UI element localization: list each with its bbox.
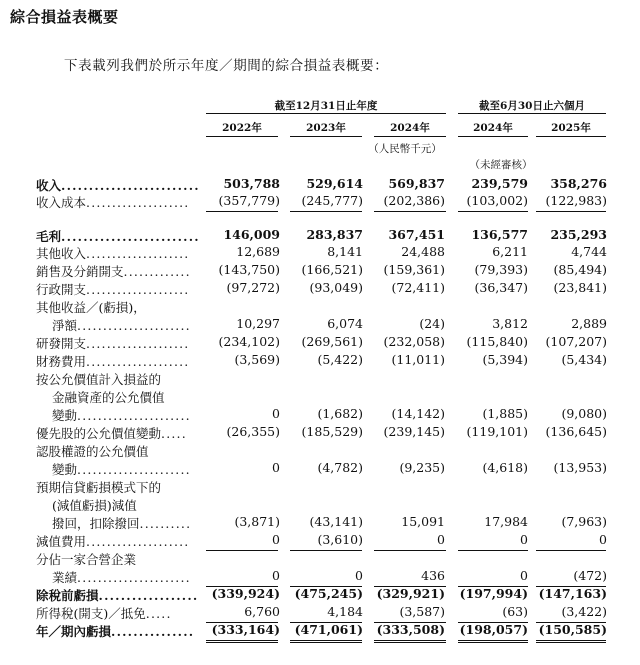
subtotal-rule xyxy=(206,586,278,587)
value-cell: 367,451 xyxy=(388,227,445,242)
total-double-rule xyxy=(290,640,362,643)
row-label-text: 變動 xyxy=(52,408,78,423)
value-cell: (119,101) xyxy=(466,424,528,439)
subtotal-rule xyxy=(374,622,446,623)
table-row xyxy=(0,568,640,586)
total-double-rule xyxy=(206,640,278,643)
value-cell: 0 xyxy=(599,532,607,547)
leader-dots: .......... xyxy=(139,516,192,531)
leader-dots: ...................... xyxy=(77,318,191,333)
group-header-annual-rule xyxy=(206,113,446,114)
table-row xyxy=(0,406,640,424)
row-label xyxy=(52,568,200,586)
leader-dots: ...................... xyxy=(77,408,191,423)
value-cell: (239,145) xyxy=(383,424,445,439)
table-row xyxy=(0,370,640,388)
value-cell: (7,963) xyxy=(561,514,607,529)
table-row xyxy=(0,532,640,550)
row-label xyxy=(36,176,200,194)
leader-dots: .................... xyxy=(86,354,190,369)
subtotal-rule xyxy=(536,622,606,623)
row-label xyxy=(36,622,200,640)
table-row xyxy=(0,334,640,352)
leader-dots: ............... xyxy=(111,624,195,639)
value-cell: 4,744 xyxy=(571,244,607,259)
leader-dots: .................... xyxy=(86,246,190,261)
row-label xyxy=(36,280,200,298)
value-cell: 12,689 xyxy=(236,244,280,259)
value-cell: 235,293 xyxy=(550,227,607,242)
table-row xyxy=(0,478,640,496)
value-cell: (122,983) xyxy=(545,193,607,208)
table-row xyxy=(0,388,640,406)
row-label-text: 撥回，扣除撥回 xyxy=(52,516,140,531)
year-rule xyxy=(536,136,606,137)
value-cell: 0 xyxy=(520,568,528,583)
value-cell: 3,812 xyxy=(492,316,528,331)
row-label xyxy=(36,334,200,352)
value-cell: (5,422) xyxy=(317,352,363,367)
table-row xyxy=(0,424,640,442)
row-label-text: 收入成本 xyxy=(36,195,87,210)
value-cell: (72,411) xyxy=(391,280,445,295)
total-double-rule xyxy=(458,640,528,643)
value-cell: (339,924) xyxy=(211,586,280,601)
subtotal-rule xyxy=(206,550,278,551)
row-label-text: 年／期內虧損 xyxy=(36,624,112,639)
value-cell: 15,091 xyxy=(401,514,445,529)
leader-dots: ...................... xyxy=(77,570,191,585)
value-cell: 8,141 xyxy=(327,244,363,259)
table-row xyxy=(0,352,640,370)
subtotal-rule xyxy=(290,622,362,623)
row-label-text: 預期信貸虧損模式下的 xyxy=(36,480,162,495)
group-header-interim: 截至6月30日止六個月 xyxy=(479,100,585,112)
value-cell: (79,393) xyxy=(474,262,528,277)
row-label-text: 業績 xyxy=(52,570,78,585)
value-cell: (150,585) xyxy=(538,622,607,637)
subtotal-rule xyxy=(458,211,528,212)
row-label xyxy=(52,496,137,514)
value-cell: (269,561) xyxy=(301,334,363,349)
value-cell: (3,871) xyxy=(234,514,280,529)
value-cell: (11,011) xyxy=(391,352,445,367)
year-rule xyxy=(374,136,446,137)
value-cell: (103,002) xyxy=(466,193,528,208)
value-cell: (136,645) xyxy=(545,424,607,439)
table-row xyxy=(0,244,640,262)
row-label xyxy=(52,316,200,334)
value-cell: (115,840) xyxy=(466,334,528,349)
value-cell: (1,682) xyxy=(317,406,363,421)
value-cell: 0 xyxy=(272,568,280,583)
year-2022: 2022年 xyxy=(222,122,262,134)
row-label-text: 所得稅(開支)／抵免 xyxy=(36,606,146,621)
table-row xyxy=(0,262,640,280)
value-cell: 6,760 xyxy=(244,604,280,619)
value-cell: (3,422) xyxy=(561,604,607,619)
year-2023: 2023年 xyxy=(306,122,346,134)
value-cell: (147,163) xyxy=(538,586,607,601)
value-cell: (26,355) xyxy=(226,424,280,439)
subtotal-rule xyxy=(536,586,606,587)
row-label xyxy=(52,388,165,406)
value-cell: (93,049) xyxy=(309,280,363,295)
value-cell: (166,521) xyxy=(301,262,363,277)
row-label xyxy=(36,352,200,370)
row-label-text: 金融資產的公允價值 xyxy=(52,390,165,405)
table-row xyxy=(0,280,640,298)
value-cell: 503,788 xyxy=(223,176,280,191)
subtotal-rule xyxy=(374,550,446,551)
leader-dots: .................... xyxy=(86,534,190,549)
value-cell: (107,207) xyxy=(545,334,607,349)
table-row xyxy=(0,227,640,245)
leader-dots: ..... xyxy=(145,606,172,621)
subtotal-rule xyxy=(290,586,362,587)
value-cell: (333,508) xyxy=(376,622,445,637)
group-header-interim-rule xyxy=(458,113,606,114)
table-row xyxy=(0,514,640,532)
leader-dots: ............. xyxy=(123,264,191,279)
value-cell: (5,434) xyxy=(561,352,607,367)
value-cell: 283,837 xyxy=(306,227,363,242)
table-row xyxy=(0,316,640,334)
value-cell: 136,577 xyxy=(471,227,528,242)
row-label xyxy=(36,604,200,622)
table-row xyxy=(0,550,640,568)
row-label-text: (減值虧損)減值 xyxy=(52,498,137,513)
leader-dots: .................. xyxy=(98,588,199,603)
row-label-text: 變動 xyxy=(52,462,78,477)
row-label xyxy=(36,262,200,280)
value-cell: 0 xyxy=(520,532,528,547)
row-label-text: 認股權證的公允價值 xyxy=(36,444,149,459)
row-label-text: 其他收益／(虧損)， xyxy=(36,300,146,315)
value-cell: 0 xyxy=(437,532,445,547)
total-double-rule xyxy=(374,640,446,643)
row-label xyxy=(52,460,200,478)
row-label xyxy=(36,244,200,262)
year-rule xyxy=(290,136,362,137)
year-2024: 2024年 xyxy=(390,122,430,134)
value-cell: (97,272) xyxy=(226,280,280,295)
year-rule xyxy=(206,136,278,137)
value-cell: 0 xyxy=(272,460,280,475)
value-cell: (9,080) xyxy=(561,406,607,421)
page-title: 綜合損益表概要 xyxy=(10,8,119,26)
subtotal-rule xyxy=(458,622,528,623)
value-cell: 239,579 xyxy=(471,176,528,191)
subtotal-rule xyxy=(290,211,362,212)
value-cell: 0 xyxy=(272,406,280,421)
row-label xyxy=(52,514,200,532)
row-label-text: 財務費用 xyxy=(36,354,87,369)
row-label-text: 銷售及分銷開支 xyxy=(36,264,124,279)
leader-dots: .................... xyxy=(86,195,190,210)
row-label-text: 淨額 xyxy=(52,318,78,333)
leader-dots: ..... xyxy=(161,426,187,441)
value-cell: (143,750) xyxy=(218,262,280,277)
value-cell: 4,184 xyxy=(327,604,363,619)
value-cell: (197,994) xyxy=(459,586,528,601)
leader-dots: ......................... xyxy=(61,178,200,193)
row-label-text: 其他收入 xyxy=(36,246,87,261)
value-cell: (329,921) xyxy=(376,586,445,601)
total-double-rule xyxy=(536,640,606,643)
row-label-text: 除稅前虧損 xyxy=(36,588,99,603)
value-cell: (245,777) xyxy=(301,193,363,208)
value-cell: 6,074 xyxy=(327,316,363,331)
unaudited-note: （未經審核） xyxy=(469,159,533,171)
row-label xyxy=(52,406,200,424)
value-cell: (3,569) xyxy=(234,352,280,367)
value-cell: (475,245) xyxy=(294,586,363,601)
row-label-text: 行政開支 xyxy=(36,282,87,297)
value-cell: 146,009 xyxy=(223,227,280,242)
value-cell: 529,614 xyxy=(306,176,363,191)
subtotal-rule xyxy=(458,550,528,551)
row-label xyxy=(36,370,161,388)
value-cell: (3,587) xyxy=(399,604,445,619)
value-cell: 0 xyxy=(355,568,363,583)
value-cell: (472) xyxy=(573,568,607,583)
value-cell: (9,235) xyxy=(399,460,445,475)
group-header-annual: 截至12月31日止年度 xyxy=(274,100,378,112)
leader-dots: .................... xyxy=(86,336,190,351)
subtotal-rule xyxy=(206,622,278,623)
value-cell: (185,529) xyxy=(301,424,363,439)
table-row xyxy=(0,176,640,194)
row-label xyxy=(36,586,200,604)
leader-dots: ...................... xyxy=(77,462,191,477)
subtotal-rule xyxy=(458,586,528,587)
row-label-text: 毛利 xyxy=(36,229,62,244)
subtotal-rule xyxy=(536,211,606,212)
value-cell: (23,841) xyxy=(553,280,607,295)
value-cell: 0 xyxy=(272,532,280,547)
value-cell: (43,141) xyxy=(309,514,363,529)
intro-text: 下表載列我們於所示年度／期間的綜合損益表概要： xyxy=(64,58,389,74)
value-cell: (357,779) xyxy=(218,193,280,208)
row-label xyxy=(36,227,200,245)
row-label xyxy=(36,442,149,460)
value-cell: 6,211 xyxy=(492,244,528,259)
table-row xyxy=(0,496,640,514)
value-cell: (36,347) xyxy=(474,280,528,295)
row-label xyxy=(36,193,200,211)
row-label-text: 優先股的公允價值變動 xyxy=(36,426,162,441)
value-cell: (63) xyxy=(502,604,528,619)
table-row xyxy=(0,442,640,460)
currency-unit: （人民幣千元） xyxy=(368,143,442,155)
value-cell: (333,164) xyxy=(211,622,280,637)
value-cell: (159,361) xyxy=(383,262,445,277)
value-cell: (3,610) xyxy=(317,532,363,547)
value-cell: (234,102) xyxy=(218,334,280,349)
leader-dots: .................... xyxy=(86,282,190,297)
value-cell: (4,618) xyxy=(482,460,528,475)
row-label-text: 研發開支 xyxy=(36,336,87,351)
value-cell: (471,061) xyxy=(294,622,363,637)
value-cell: 24,488 xyxy=(401,244,445,259)
value-cell: (5,394) xyxy=(482,352,528,367)
value-cell: (13,953) xyxy=(553,460,607,475)
value-cell: 436 xyxy=(421,568,445,583)
subtotal-rule xyxy=(374,586,446,587)
value-cell: (1,885) xyxy=(482,406,528,421)
row-label xyxy=(36,478,161,496)
value-cell: (202,386) xyxy=(383,193,445,208)
row-label xyxy=(36,298,146,316)
value-cell: 10,297 xyxy=(236,316,280,331)
row-label xyxy=(36,532,200,550)
period-2024: 2024年 xyxy=(473,122,513,134)
table-row xyxy=(0,604,640,622)
row-label-text: 分佔一家合營企業 xyxy=(36,552,137,567)
value-cell: (198,057) xyxy=(459,622,528,637)
row-label xyxy=(36,550,136,568)
subtotal-rule xyxy=(374,211,446,212)
year-rule xyxy=(458,136,528,137)
subtotal-rule xyxy=(536,550,606,551)
leader-dots: ......................... xyxy=(61,229,200,244)
value-cell: 358,276 xyxy=(550,176,607,191)
subtotal-rule xyxy=(290,550,362,551)
table-row xyxy=(0,622,640,640)
value-cell: 2,889 xyxy=(571,316,607,331)
value-cell: (85,494) xyxy=(553,262,607,277)
row-label-text: 收入 xyxy=(36,178,62,193)
subtotal-rule xyxy=(206,211,278,212)
value-cell: 569,837 xyxy=(388,176,445,191)
table-row xyxy=(0,193,640,211)
value-cell: (232,058) xyxy=(383,334,445,349)
table-row xyxy=(0,460,640,478)
row-label xyxy=(36,424,200,442)
period-2025: 2025年 xyxy=(551,122,591,134)
table-row xyxy=(0,298,640,316)
value-cell: (14,142) xyxy=(391,406,445,421)
table-row xyxy=(0,586,640,604)
value-cell: 17,984 xyxy=(484,514,528,529)
value-cell: (24) xyxy=(419,316,445,331)
row-label-text: 減值費用 xyxy=(36,534,87,549)
row-label-text: 按公允價值計入損益的 xyxy=(36,372,162,387)
value-cell: (4,782) xyxy=(317,460,363,475)
